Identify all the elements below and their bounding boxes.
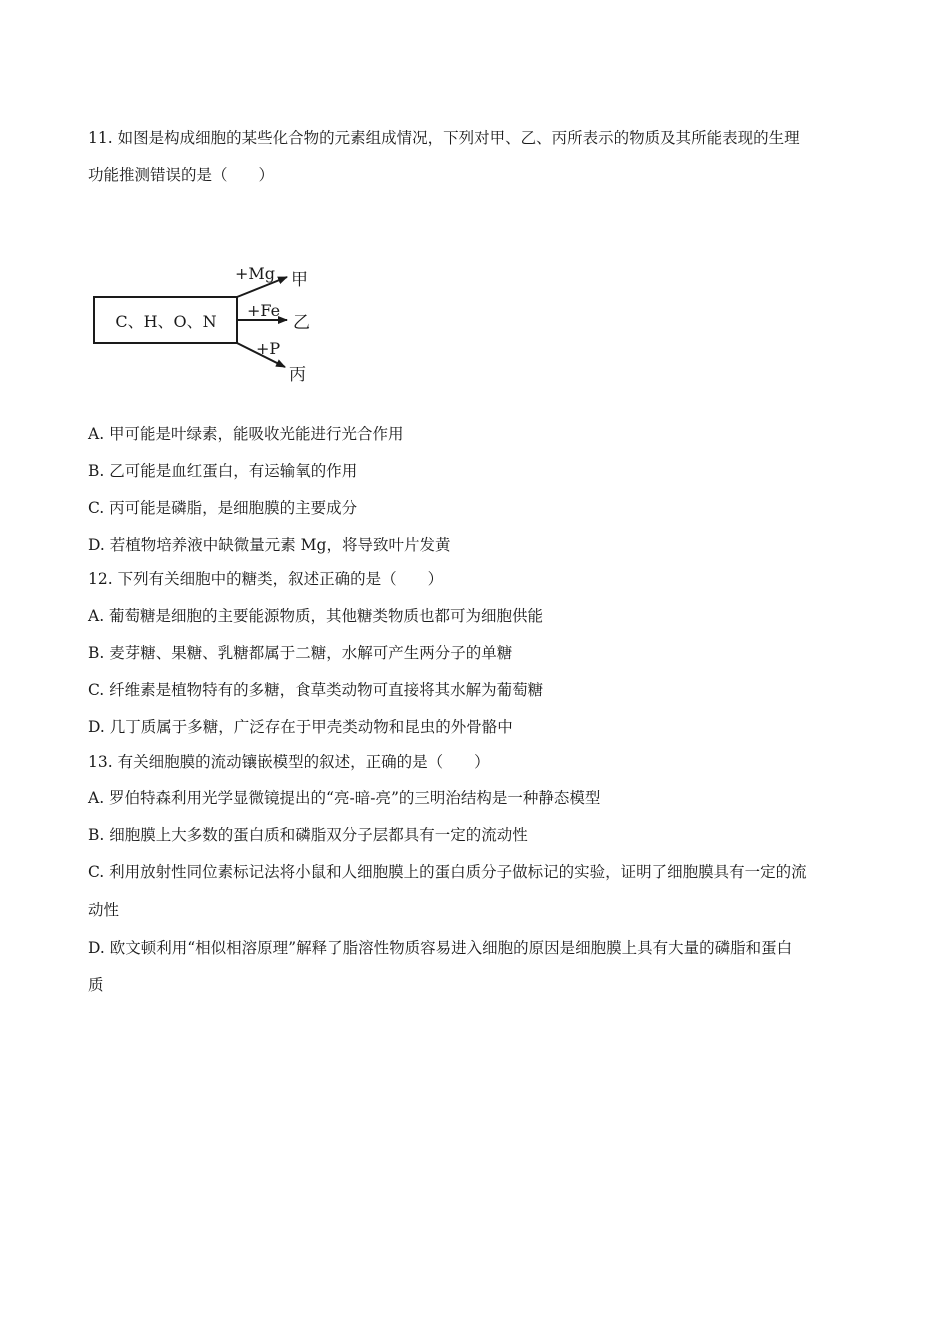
q13-option-c-line1: C. 利用放射性同位素标记法将小鼠和人细胞膜上的蛋白质分子做标记的实验，证明了细胞膜具有一定的流 — [88, 863, 807, 881]
result-jia: 甲 — [291, 270, 308, 290]
result-yi: 乙 — [293, 313, 310, 333]
q13-stem: 13. 有关细胞膜的流动镶嵌模型的叙述，正确的是（ ） — [88, 753, 490, 771]
q13-option-b: B. 细胞膜上大多数的蛋白质和磷脂双分子层都具有一定的流动性 — [88, 826, 528, 844]
result-bing: 丙 — [289, 365, 306, 385]
q12-option-b: B. 麦芽糖、果糖、乳糖都属于二糖，水解可产生两分子的单糖 — [88, 644, 513, 662]
q12-option-a: A. 葡萄糖是细胞的主要能源物质，其他糖类物质也都可为细胞供能 — [88, 607, 544, 625]
arrow-mg-label: +Mg — [235, 264, 276, 283]
q12-stem: 12. 下列有关细胞中的糖类，叙述正确的是（ ） — [88, 570, 444, 588]
element-box-label: C、H、O、N — [115, 312, 217, 331]
q11-option-c: C. 丙可能是磷脂，是细胞膜的主要成分 — [88, 499, 358, 517]
q12-option-c: C. 纤维素是植物特有的多糖，食草类动物可直接将其水解为葡萄糖 — [88, 681, 544, 699]
q11-option-d: D. 若植物培养液中缺微量元素 Mg，将导致叶片发黄 — [88, 536, 451, 554]
element-composition-diagram — [80, 250, 340, 390]
q11-stem-line1: 11. 如图是构成细胞的某些化合物的元素组成情况，下列对甲、乙、丙所表示的物质及其所能表现的生理 — [88, 129, 800, 147]
arrow-fe-label: +Fe — [247, 301, 281, 320]
q13-option-d-line2: 质 — [88, 976, 104, 994]
q13-option-a: A. 罗伯特森利用光学显微镜提出的“亮-暗-亮”的三明治结构是一种静态模型 — [88, 789, 601, 807]
arrow-p-label: +P — [256, 339, 281, 358]
q11-option-b: B. 乙可能是血红蛋白，有运输氧的作用 — [88, 462, 358, 480]
diagram-svg — [80, 250, 340, 390]
q11-stem-line2: 功能推测错误的是（ ） — [88, 166, 275, 184]
q13-option-c-line2: 动性 — [88, 901, 120, 919]
q13-option-d-line1: D. 欧文顿利用“相似相溶原理”解释了脂溶性物质容易进入细胞的原因是细胞膜上具有大量的磷脂和蛋白 — [88, 939, 793, 957]
q11-option-a: A. 甲可能是叶绿素，能吸收光能进行光合作用 — [88, 425, 404, 443]
q12-option-d: D. 几丁质属于多糖，广泛存在于甲壳类动物和昆虫的外骨骼中 — [88, 718, 513, 736]
